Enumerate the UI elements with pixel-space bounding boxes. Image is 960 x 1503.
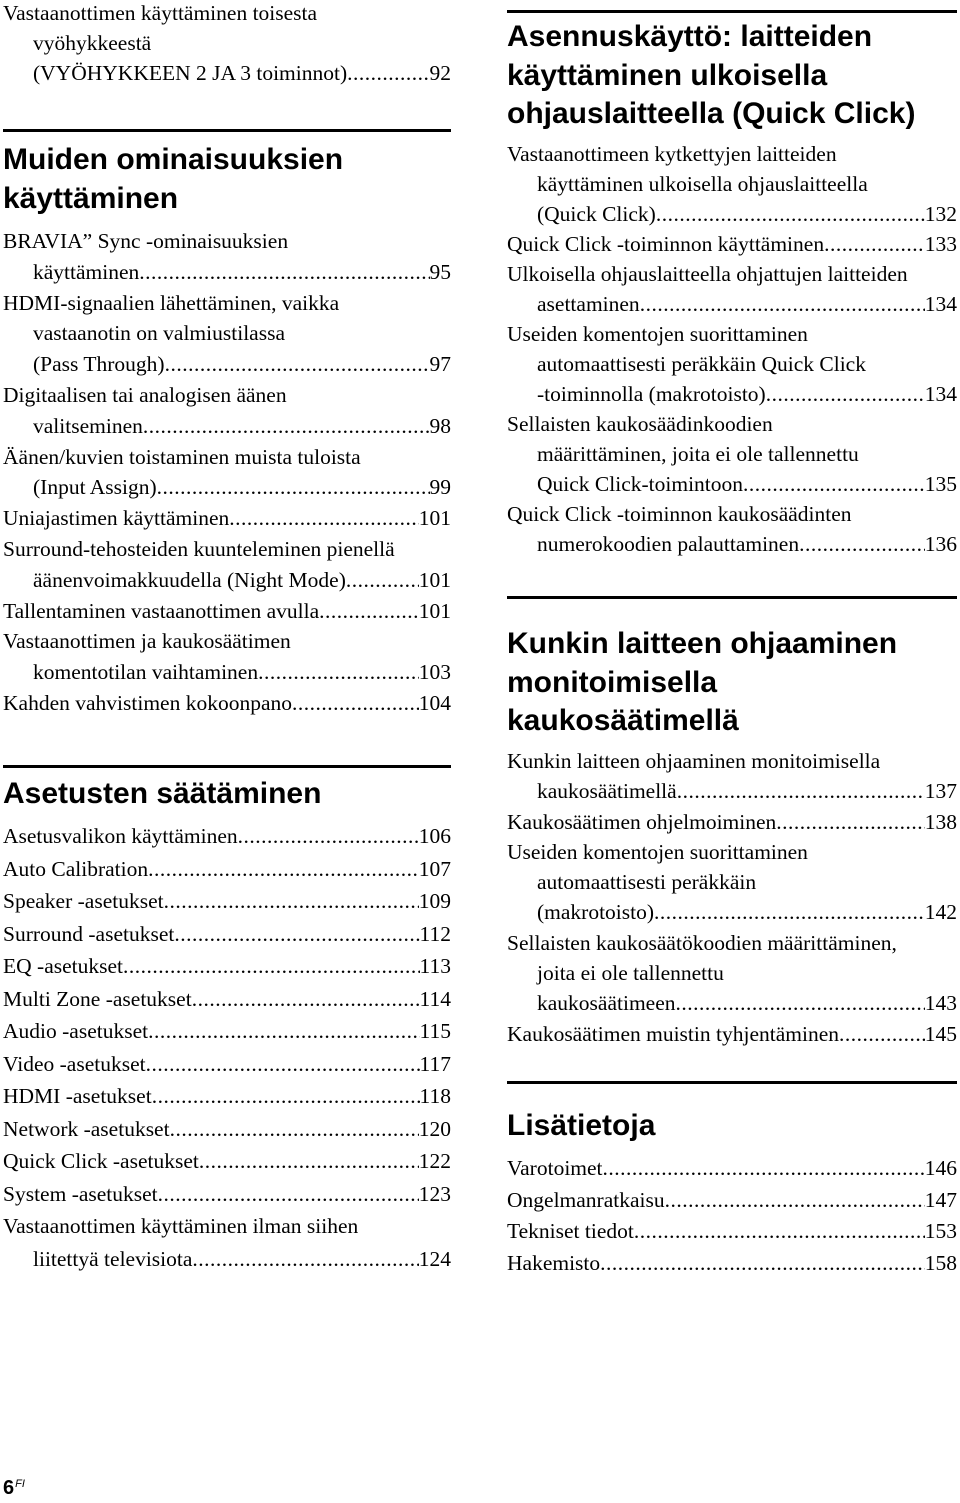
toc-entry[interactable] <box>507 746 957 807</box>
dot-leader <box>824 229 925 259</box>
language-code: FI <box>15 1478 25 1490</box>
page-ref: 137 <box>924 779 957 804</box>
page-ref: 118 <box>419 1084 451 1108</box>
toc-entry-line: Quick Click -asetukset <box>3 1149 199 1173</box>
toc-entry[interactable] <box>3 1015 451 1048</box>
toc-entry-line: Ulkoisella ohjauslaitteella ohjattujen laitteiden <box>507 262 908 286</box>
toc-entry-last-line <box>3 503 451 534</box>
toc-entry-last-line <box>3 983 451 1016</box>
toc-entry-line: Quick Click -toiminnon kaukosäädinten <box>507 502 852 526</box>
toc-entry-line: Ongelmanratkaisu <box>507 1187 665 1212</box>
toc-entry-last-line <box>507 988 957 1018</box>
page-ref: 107 <box>418 856 451 881</box>
toc-entry-line: kaukosäätimellä <box>537 779 677 804</box>
toc-entry-line: System -asetukset <box>3 1181 158 1206</box>
page-ref: 145 <box>924 1021 957 1046</box>
dot-leader <box>600 1248 925 1280</box>
toc-entry[interactable] <box>3 596 451 627</box>
page-ref: 104 <box>418 691 451 715</box>
page-ref: 134 <box>924 292 957 316</box>
page-ref: 98 <box>429 413 451 438</box>
toc-entry-last-line <box>3 1145 451 1178</box>
toc-entry-line: HDMI-signaalien lähettäminen, vaikka <box>3 290 340 315</box>
page-ref: 147 <box>924 1187 957 1212</box>
toc-entry-line: Äänen/kuvien toistaminen muista tuloista <box>3 444 361 469</box>
toc-entry[interactable] <box>3 1080 451 1113</box>
toc-entry-last-line <box>507 1185 957 1217</box>
dot-leader <box>199 1145 419 1178</box>
dot-leader <box>148 853 419 886</box>
toc-entry[interactable] <box>3 1145 451 1178</box>
toc-entry-line: (Quick Click) <box>537 202 656 226</box>
toc-entry-line: (makrotoisto) <box>537 900 655 925</box>
toc-entry-line: Vastaanottimen ja kaukosäätimen <box>3 629 291 654</box>
toc-entry-last-line <box>3 1178 451 1211</box>
page-ref: 136 <box>924 532 957 556</box>
toc-entry[interactable] <box>507 1216 957 1248</box>
section-heading: Muiden ominaisuuksien käyttäminen <box>3 143 344 215</box>
section-heading: Asennuskäyttö: laitteiden käyttäminen ulkoisella ohjauslaitteella (Quick Click) <box>507 20 916 130</box>
dot-leader <box>640 289 925 319</box>
page-ref: 109 <box>418 889 451 913</box>
dot-leader <box>766 379 925 409</box>
page-ref: 101 <box>418 567 451 592</box>
toc-entry[interactable] <box>507 259 957 319</box>
toc-entry-last-line <box>507 529 957 559</box>
toc-entry[interactable] <box>3 820 451 853</box>
toc-entry-line: Vastaanottimen käyttäminen toisesta <box>3 1 318 25</box>
dot-leader <box>158 1178 419 1211</box>
toc-entry[interactable] <box>3 534 451 596</box>
toc-entry-last-line <box>507 897 957 927</box>
toc-entry-line: Tallentaminen vastaanottimen avulla <box>3 598 320 623</box>
toc-entry-line: Multi Zone -asetukset <box>3 986 192 1011</box>
page-ref: 132 <box>924 202 957 226</box>
dot-leader <box>157 472 430 503</box>
toc-entry-last-line <box>507 289 957 319</box>
toc-entry-line: Kahden vahvistimen kokoonpano <box>3 691 293 715</box>
toc-entry-last-line <box>3 349 451 380</box>
toc-entry[interactable] <box>507 1248 957 1280</box>
toc-entry-last-line <box>3 1080 451 1113</box>
toc-entry-line: Uniajastimen käyttäminen <box>3 506 230 531</box>
toc-entry-last-line <box>3 1243 451 1276</box>
dot-leader <box>123 950 420 983</box>
dot-leader <box>164 885 419 918</box>
toc-entry-line: Asetusvalikon käyttäminen <box>3 824 238 848</box>
toc-entry-line: Audio -asetukset <box>3 1019 149 1043</box>
dot-leader <box>139 257 429 288</box>
section-heading: Lisätietoja <box>507 1109 656 1142</box>
page-ref: 115 <box>419 1019 451 1043</box>
toc-entry[interactable] <box>3 503 451 534</box>
toc-entry-last-line <box>507 807 957 837</box>
page-ref: 122 <box>418 1149 451 1173</box>
dot-leader <box>146 1048 420 1081</box>
toc-entry-line: Network -asetukset <box>3 1116 170 1141</box>
toc-entry[interactable] <box>507 807 957 837</box>
dot-leader <box>654 897 925 927</box>
page-ref: 153 <box>924 1219 957 1243</box>
toc-entry-line: äänenvoimakkuudella (Night Mode) <box>33 567 346 592</box>
toc-entry[interactable] <box>507 1019 957 1049</box>
toc-entry[interactable] <box>507 928 957 1019</box>
page-ref: 138 <box>924 809 957 834</box>
toc-entry[interactable] <box>3 853 451 886</box>
toc-entry-last-line <box>507 469 957 499</box>
toc-entry-line: Vastaanottimen käyttäminen ilman siihen <box>3 1214 359 1238</box>
toc-entry[interactable] <box>507 1153 957 1185</box>
page-ref: 123 <box>418 1181 451 1206</box>
toc-entry-last-line <box>3 885 451 918</box>
page-ref: 142 <box>924 900 957 925</box>
section-divider <box>507 10 957 13</box>
toc-entry-line: kaukosäätimeen <box>537 991 676 1016</box>
toc-entry-last-line <box>507 379 957 409</box>
toc-entry[interactable] <box>507 499 957 559</box>
toc-entry-line: valitseminen <box>33 413 143 438</box>
toc-entry-line: komentotilan vaihtaminen <box>33 660 259 685</box>
section-divider <box>3 129 451 132</box>
toc-entry-line: Tekniset tiedot <box>507 1219 634 1243</box>
page-number: $6^{FI}$ <box>3 1477 25 1499</box>
toc-entry-line: Sellaisten kaukosäätökoodien määrittäminen, <box>507 930 897 955</box>
page-ref: 134 <box>924 382 957 406</box>
section-heading: Kunkin laitteen ohjaaminen monitoimisella kaukosäätimellä <box>507 627 898 737</box>
page-ref: 113 <box>419 954 451 978</box>
page-ref: 112 <box>419 921 451 946</box>
toc-entry-last-line <box>3 1015 451 1048</box>
toc-entry-line: (Input Assign) <box>33 475 157 500</box>
dot-leader <box>165 349 430 380</box>
page-ref: 101 <box>418 506 451 531</box>
toc-entry-line: Useiden komentojen suorittaminen <box>507 839 808 864</box>
toc-entry[interactable] <box>3 380 451 442</box>
section-divider <box>3 765 451 768</box>
toc-entry-last-line <box>3 1113 451 1146</box>
toc-entry[interactable] <box>507 409 957 499</box>
toc-entry-last-line <box>3 918 451 951</box>
page-ref: 133 <box>924 232 957 256</box>
toc-entry-last-line <box>3 1048 451 1081</box>
dot-leader <box>656 199 925 229</box>
toc-entry-line: vastaanotin on valmiustilassa <box>33 321 285 346</box>
toc-entry-line: Hakemisto <box>507 1250 601 1275</box>
page-ref: 114 <box>419 986 451 1011</box>
dot-leader <box>192 983 420 1016</box>
toc-entry-line: EQ -asetukset <box>3 954 124 978</box>
dot-leader <box>799 529 925 559</box>
toc-entry[interactable] <box>507 837 957 928</box>
dot-leader <box>238 820 419 853</box>
dot-leader <box>152 1080 420 1113</box>
page-ref: 143 <box>924 991 957 1016</box>
dot-leader <box>148 1015 419 1048</box>
dot-leader <box>677 776 925 806</box>
toc-entry-line: Vastaanottimeen kytkettyjen laitteiden <box>507 142 837 166</box>
toc-entry-line: Video -asetukset <box>3 1051 146 1076</box>
toc-entry-last-line <box>3 58 451 88</box>
toc-entry-last-line <box>3 950 451 983</box>
toc-entry-last-line <box>3 820 451 853</box>
toc-entry-last-line <box>3 688 451 719</box>
toc-entry-line: määrittäminen, joita ei ole tallennettu <box>537 442 859 466</box>
toc-entry[interactable] <box>3 918 451 951</box>
toc-entry-line: automaattisesti peräkkäin <box>537 870 757 895</box>
dot-leader <box>292 688 419 719</box>
toc-entry[interactable] <box>3 983 451 1016</box>
section-divider <box>507 596 957 599</box>
toc-entry[interactable] <box>3 1178 451 1211</box>
toc-entry[interactable] <box>3 688 451 719</box>
dot-leader <box>192 1243 418 1276</box>
toc-entry-line: Quick Click -toiminnon käyttäminen <box>507 232 825 256</box>
page-ref: 117 <box>419 1051 451 1076</box>
toc-entry-line: vyöhykkeestä <box>33 31 152 55</box>
page-ref: 106 <box>418 824 451 848</box>
dot-leader <box>665 1185 925 1217</box>
dot-leader <box>346 565 419 596</box>
toc-entry-line: automaattisesti peräkkäin Quick Click <box>537 352 866 376</box>
page-ref: 92 <box>429 61 451 85</box>
toc-entry-last-line <box>507 229 957 259</box>
page-ref: 101 <box>418 598 451 623</box>
toc-entry-last-line <box>3 596 451 627</box>
page-ref: 97 <box>429 352 451 377</box>
toc-entry-line: (VYÖHYKKEEN 2 JA 3 toiminnot) <box>33 61 348 85</box>
toc-entry[interactable] <box>3 226 451 288</box>
toc-entry-line: Kunkin laitteen ohjaaminen monitoimisella <box>507 749 881 773</box>
toc-entry-last-line <box>3 853 451 886</box>
section-divider <box>507 1081 957 1084</box>
toc-entry-last-line <box>3 257 451 288</box>
toc-entry-line: (Pass Through) <box>33 352 165 377</box>
page-ref: 95 <box>429 259 451 284</box>
toc-entry-last-line <box>3 472 451 503</box>
toc-entry[interactable] <box>507 229 957 259</box>
toc-entry-last-line <box>507 776 957 806</box>
toc-entry-line: Varotoimet <box>507 1156 603 1180</box>
toc-entry-line: Surround -asetukset <box>3 921 175 946</box>
toc-entry-line: BRAVIA” Sync -ominaisuuksien <box>3 229 289 253</box>
toc-entry[interactable] <box>3 288 451 380</box>
toc-entry-last-line <box>507 1153 957 1185</box>
page-ref: 158 <box>924 1250 957 1275</box>
toc-entry-line: Surround-tehosteiden kuunteleminen pienellä <box>3 537 395 561</box>
toc-entry-line: Sellaisten kaukosäädinkoodien <box>507 412 773 436</box>
toc-entry-last-line <box>507 1019 957 1049</box>
dot-leader <box>229 503 418 534</box>
dot-leader <box>174 918 419 951</box>
toc-entry-line: Auto Calibration <box>3 856 149 881</box>
toc-entry-line: Speaker -asetukset <box>3 889 164 913</box>
toc-entry-line: Useiden komentojen suorittaminen <box>507 322 808 346</box>
toc-entry[interactable] <box>3 626 451 688</box>
dot-leader <box>776 807 924 837</box>
toc-entry-line: -toiminnolla (makrotoisto) <box>537 382 766 406</box>
toc-entry[interactable] <box>3 0 451 88</box>
toc-entry-last-line <box>3 411 451 442</box>
toc-entry[interactable] <box>3 1113 451 1146</box>
dot-leader <box>258 657 419 688</box>
dot-leader <box>743 469 925 499</box>
toc-entry-line: asettaminen <box>537 292 640 316</box>
dot-leader <box>603 1153 925 1185</box>
toc-entry[interactable] <box>507 139 957 229</box>
dot-leader <box>170 1113 419 1146</box>
page-ref: 135 <box>924 472 957 496</box>
toc-entry-last-line <box>507 199 957 229</box>
toc-entry-line: joita ei ole tallennettu <box>537 961 724 986</box>
toc-entry-line: käyttäminen <box>33 259 140 284</box>
toc-entry-last-line <box>507 1248 957 1280</box>
toc-entry[interactable] <box>3 950 451 983</box>
toc-entry[interactable] <box>507 319 957 409</box>
toc-entry-line: Digitaalisen tai analogisen äänen <box>3 383 287 407</box>
toc-entry-line: Kaukosäätimen muistin tyhjentäminen <box>507 1021 839 1046</box>
dot-leader <box>634 1216 925 1248</box>
toc-entry-last-line <box>3 565 451 596</box>
toc-entry-line: käyttäminen ulkoisella ohjauslaitteella <box>537 172 868 196</box>
toc-entry[interactable] <box>3 442 451 504</box>
toc-entry[interactable] <box>3 1048 451 1081</box>
page-ref: 103 <box>418 660 451 685</box>
toc-entry-line: numerokoodien palauttaminen <box>537 532 800 556</box>
dot-leader <box>676 988 925 1018</box>
dot-leader <box>319 596 419 627</box>
toc-entry-last-line <box>507 1216 957 1248</box>
toc-entry-line: Kaukosäätimen ohjelmoiminen <box>507 809 777 834</box>
toc-entry-line: Quick Click-toimintoon <box>537 472 744 496</box>
section-heading: Asetusten säätäminen <box>3 777 322 810</box>
toc-entry[interactable] <box>3 1210 451 1275</box>
toc-entry-line: HDMI -asetukset <box>3 1084 152 1108</box>
page-ref: 146 <box>924 1156 957 1180</box>
toc-entry[interactable] <box>507 1185 957 1217</box>
toc-entry[interactable] <box>3 885 451 918</box>
page-ref: 120 <box>418 1116 451 1141</box>
toc-entry-line: liitettyä televisiota <box>33 1246 193 1271</box>
dot-leader <box>839 1019 925 1049</box>
dot-leader <box>347 58 429 88</box>
dot-leader <box>143 411 430 442</box>
page-ref: 124 <box>418 1246 451 1271</box>
toc-entry-last-line <box>3 657 451 688</box>
page-ref: 99 <box>429 475 451 500</box>
